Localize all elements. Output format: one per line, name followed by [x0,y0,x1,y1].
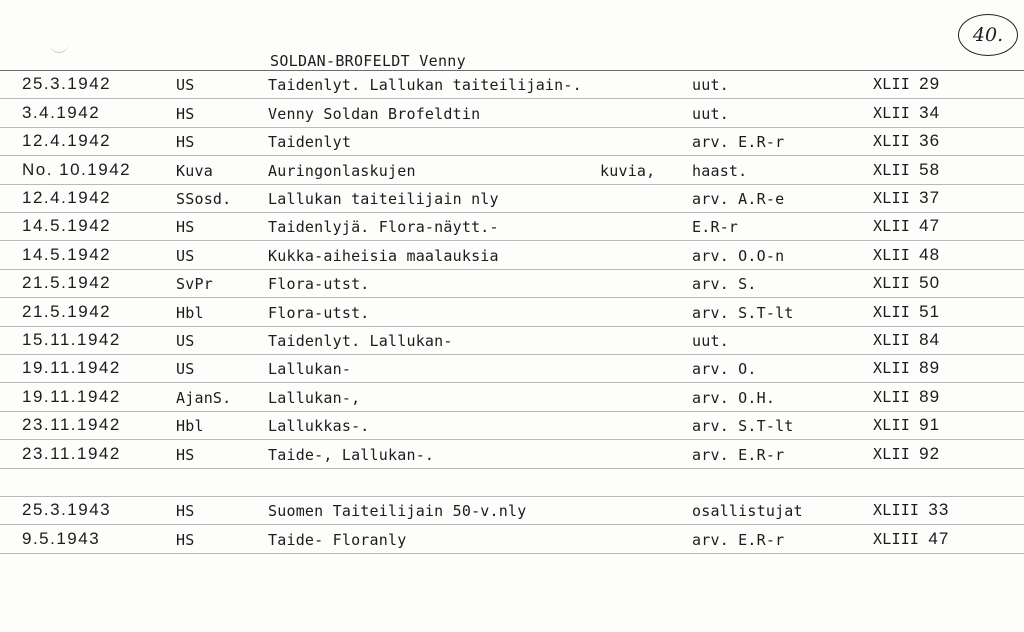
entry-row [0,158,1024,184]
entry-row [0,385,1024,411]
entry-reference [873,160,940,180]
entry-text: Taidenlyjä. Flora-näytt.- [268,218,499,236]
entry-volume: XLII [873,388,910,406]
entry-reference [873,74,940,94]
ruled-line [0,70,1024,71]
entry-row [0,72,1024,98]
entry-date: 23.11.1942 [22,415,121,434]
entry-text: Taidenlyt [268,133,352,151]
ruled-line [0,553,1024,554]
entry-page: 89 [919,358,941,377]
entry-page: 36 [919,131,941,150]
entry-paper: Hbl [176,304,204,322]
entry-page: 91 [919,415,941,434]
entry-volume: XLII [873,359,910,377]
entry-volume: XLII [873,104,910,122]
entry-page: 48 [919,245,941,264]
ruled-line [0,326,1024,327]
entry-text: Flora-utst. [268,275,370,293]
entry-reference [873,216,940,236]
entry-note: osallistujat [692,502,803,520]
entry-volume: XLII [873,416,910,434]
entry-date: 21.5.1942 [22,273,112,292]
entry-row [0,186,1024,212]
entry-page: 89 [919,387,941,406]
entry-paper: HS [176,446,195,464]
entry-note: uut. [692,332,729,350]
ruled-line [0,496,1024,497]
ruled-line [0,297,1024,298]
entry-row [0,300,1024,326]
entry-note: haast. [692,162,748,180]
corner-mark [50,44,68,53]
ruled-line [0,155,1024,156]
entry-row [0,356,1024,382]
entry-date: 21.5.1942 [22,302,112,321]
entry-note: arv. S. [692,275,757,293]
entry-row [0,498,1024,524]
entry-reference [873,444,940,464]
entry-text: Auringonlaskujen [268,162,416,180]
entry-page: 37 [919,188,941,207]
entry-reference [873,103,940,123]
entry-note: arv. S.T-lt [692,304,794,322]
entry-page: 47 [919,216,941,235]
entry-paper: HS [176,218,195,236]
ruled-line [0,382,1024,383]
entry-paper: US [176,76,195,94]
entry-date: 3.4.1942 [22,103,101,122]
entry-volume: XLIII [873,530,920,548]
entry-text: Taide-, Lallukan-. [268,446,435,464]
ruled-line [0,212,1024,213]
entry-page: 58 [919,160,941,179]
entry-date: 12.4.1942 [22,131,112,150]
entry-page: 29 [919,74,941,93]
entry-row [0,214,1024,240]
entry-date: 19.11.1942 [22,387,121,406]
entry-page: 84 [919,330,941,349]
entry-paper: US [176,332,195,350]
entry-text: Taide- Floranly [268,531,407,549]
entry-volume: XLII [873,331,910,349]
entry-volume: XLII [873,303,910,321]
entry-note: arv. A.R-e [692,190,785,208]
entry-paper: HS [176,133,195,151]
ruled-line [0,127,1024,128]
entry-paper: HS [176,502,195,520]
ruled-line [0,354,1024,355]
entry-note: uut. [692,76,729,94]
entry-reference [873,500,949,520]
entry-volume: XLII [873,246,910,264]
entry-note: arv. O. [692,360,757,378]
entry-date: 25.3.1943 [22,500,112,519]
entry-text: Kukka-aiheisia maalauksia [268,247,499,265]
entry-row [0,243,1024,269]
entry-row [0,129,1024,155]
ruled-line [0,439,1024,440]
entry-paper: Hbl [176,417,204,435]
entry-date: 25.3.1942 [22,74,112,93]
entry-page: 34 [919,103,941,122]
entry-volume: XLII [873,189,910,207]
entry-text: Flora-utst. [268,304,370,322]
entry-paper: US [176,360,195,378]
entry-reference [873,302,940,322]
entry-note: arv. O.H. [692,389,776,407]
entry-note: uut. [692,105,729,123]
entry-row [0,442,1024,468]
card-number-circle [958,14,1018,56]
entry-date: 12.4.1942 [22,188,112,207]
entry-volume: XLII [873,217,910,235]
entry-paper: HS [176,105,195,123]
entry-date: 19.11.1942 [22,358,121,377]
entry-paper: US [176,247,195,265]
entry-row [0,101,1024,127]
entry-paper: SvPr [176,275,213,293]
entry-date: 14.5.1942 [22,216,112,235]
entry-text: Suomen Taiteilijain 50-v.nly [268,502,527,520]
entry-paper: SSosd. [176,190,232,208]
entry-reference [873,529,949,549]
entry-text: Lallukkas-. [268,417,370,435]
entry-text: Venny Soldan Brofeldtin [268,105,481,123]
entry-date: 23.11.1942 [22,444,121,463]
entry-date: No. 10.1942 [22,160,132,179]
entry-text: Lallukan taiteilijain nly [268,190,499,208]
entry-reference [873,131,940,151]
entry-page: 47 [928,529,950,548]
ruled-line [0,98,1024,99]
entry-reference [873,358,940,378]
entry-volume: XLII [873,75,910,93]
entry-page: 33 [928,500,950,519]
entry-row [0,413,1024,439]
ruled-line [0,269,1024,270]
entry-note: E.R-r [692,218,739,236]
ruled-line [0,240,1024,241]
entry-extra: kuvia, [600,162,656,180]
ruled-line [0,468,1024,469]
entry-note: arv. E.R-r [692,133,785,151]
entry-date: 15.11.1942 [22,330,121,349]
entry-volume: XLII [873,274,910,292]
entry-date: 14.5.1942 [22,245,112,264]
entry-text: Taidenlyt. Lallukan- [268,332,453,350]
entry-paper: AjanS. [176,389,232,407]
entry-reference [873,387,940,407]
entry-page: 51 [919,302,941,321]
entry-paper: Kuva [176,162,213,180]
entry-paper: HS [176,531,195,549]
card-number: 40. [972,24,1004,46]
entry-volume: XLII [873,445,910,463]
entry-text: Taidenlyt. Lallukan taiteilijain-. [268,76,582,94]
entry-text: Lallukan-, [268,389,361,407]
entry-note: arv. E.R-r [692,531,785,549]
entry-note: arv. S.T-lt [692,417,794,435]
entry-reference [873,273,940,293]
ruled-line [0,184,1024,185]
entry-row [0,271,1024,297]
entry-page: 50 [919,273,941,292]
entry-text: Lallukan- [268,360,352,378]
entry-row [0,527,1024,553]
entry-date: 9.5.1943 [22,529,101,548]
entry-row [0,328,1024,354]
card-title: SOLDAN-BROFELDT Venny [270,52,466,70]
entry-reference [873,330,940,350]
entry-volume: XLII [873,132,910,150]
entry-reference [873,188,940,208]
entry-note: arv. O.O-n [692,247,785,265]
entry-reference [873,245,940,265]
ruled-line [0,411,1024,412]
entry-page: 92 [919,444,941,463]
entry-reference [873,415,940,435]
entry-note: arv. E.R-r [692,446,785,464]
ruled-line [0,524,1024,525]
entry-volume: XLIII [873,501,920,519]
entry-volume: XLII [873,161,910,179]
